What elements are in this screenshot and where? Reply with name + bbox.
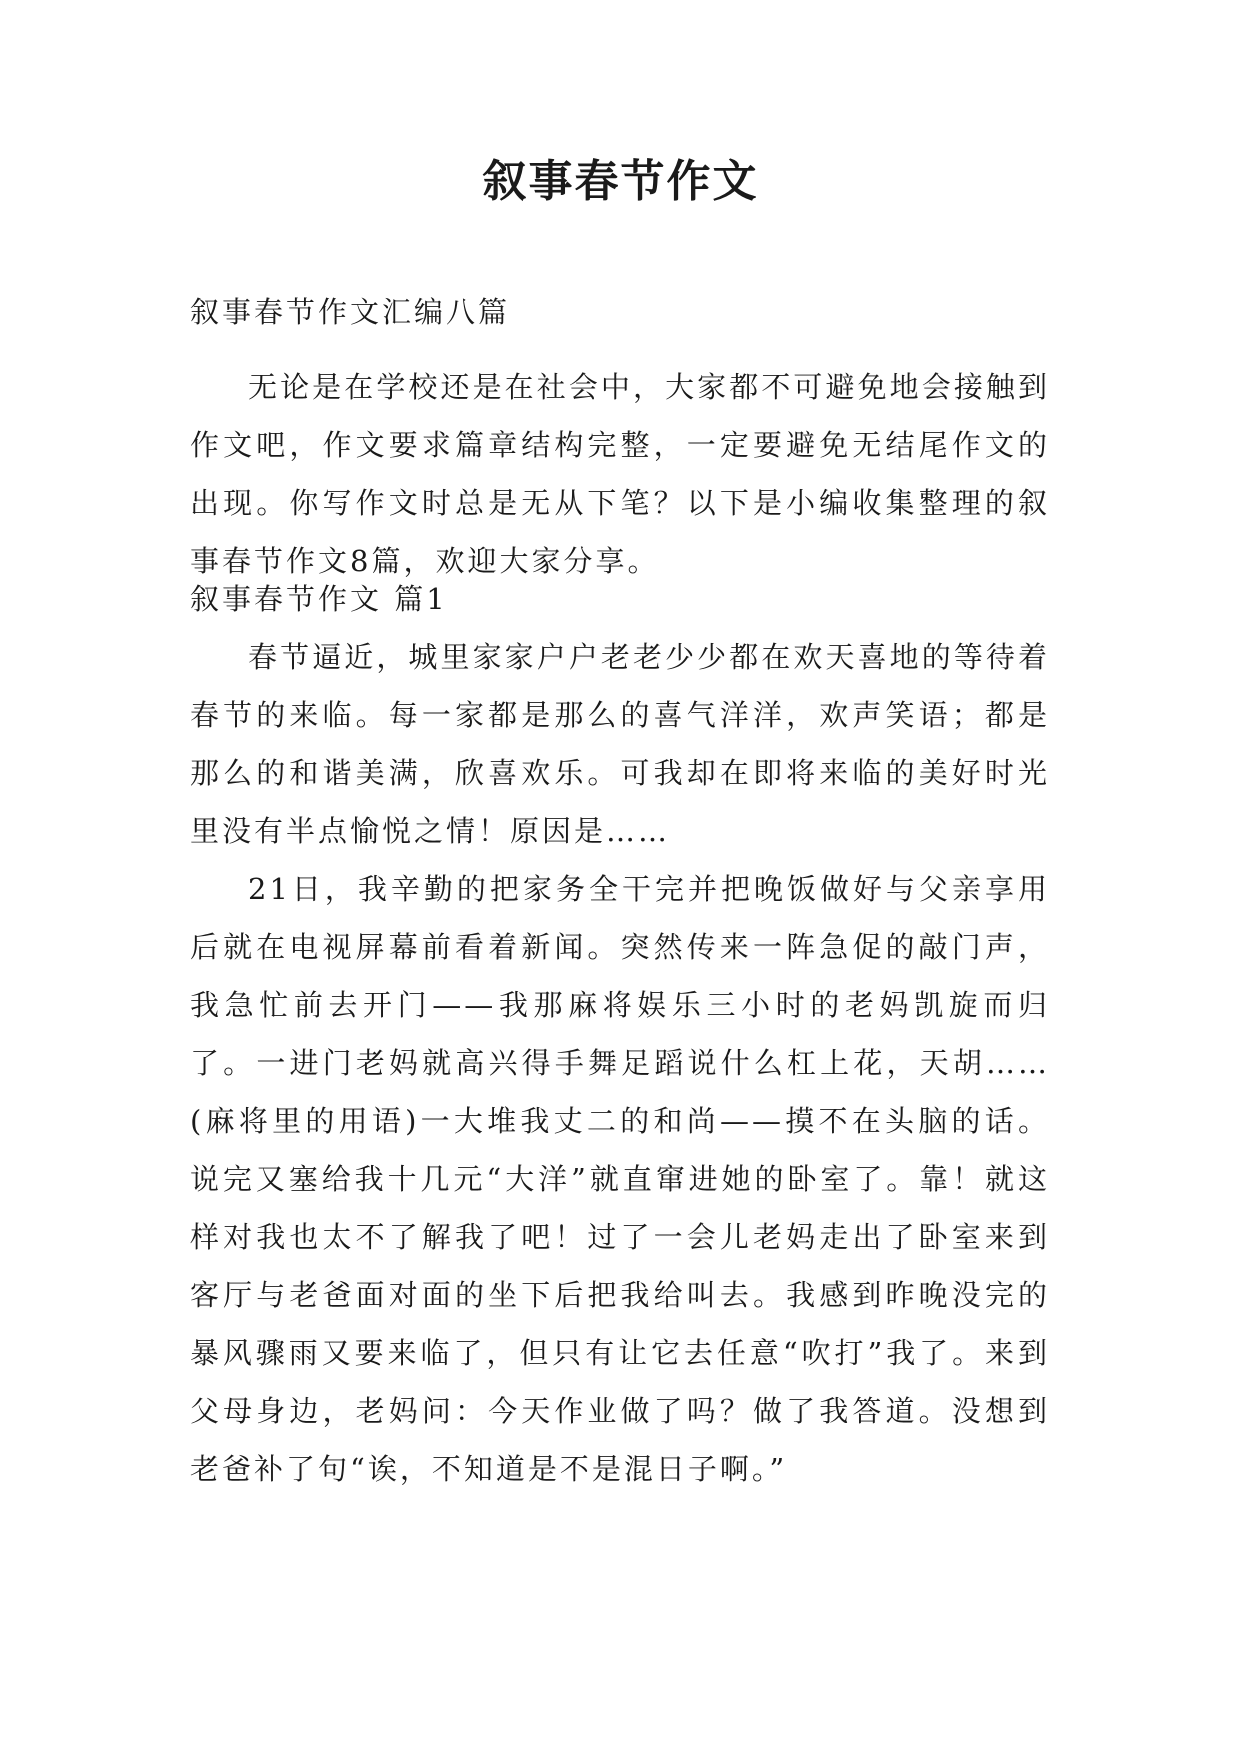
intro-block	[190, 358, 1050, 590]
intro-paragraph: 无论是在学校还是在社会中，大家都不可避免地会接触到作文吧，作文要求篇章结构完整，一定要避免无结尾作文的出现。你写作文时总是无从下笔？以下是小编收集整理的叙事春节作文8篇，欢迎大家分享。	[190, 370, 1050, 578]
document-subtitle: 叙事春节作文汇编八篇	[190, 295, 511, 329]
section-heading: 叙事春节作文 篇1	[190, 582, 448, 616]
section-paragraph: 21日，我辛勤的把家务全干完并把晚饭做好与父亲享用后就在电视屏幕前看着新闻。突然传来一阵急促的敲门声，我急忙前去开门——我那麻将娱乐三小时的老妈凯旋而归了。一进门老妈就高兴得手舞足蹈说什么杠上花，天胡……(麻将里的用语)一大堆我丈二的和尚——摸不在头脑的话。说完又塞给我十几元“大洋”就直窜进她的卧室了。靠！就这样对我也太不了解我了吧！过了一会儿老妈走出了卧室来到客厅与老爸面对面的坐下后把我给叫去。我感到昨晚没完的暴风骤雨又要来临了，但只有让它去任意“吹打”我了。来到父母身边，老妈问：今天作业做了吗？做了我答道。没想到老爸补了句“诶，不知道是不是混日子啊。”	[190, 872, 1050, 1486]
page-title: 叙事春节作文	[482, 156, 759, 207]
section-paragraph: 春节逼近，城里家家户户老老少少都在欢天喜地的等待着春节的来临。每一家都是那么的喜气洋洋，欢声笑语；都是那么的和谐美满，欣喜欢乐。可我却在即将来临的美好时光里没有半点愉悦之情！原因是……	[190, 640, 1050, 848]
section-1	[190, 570, 1050, 1498]
